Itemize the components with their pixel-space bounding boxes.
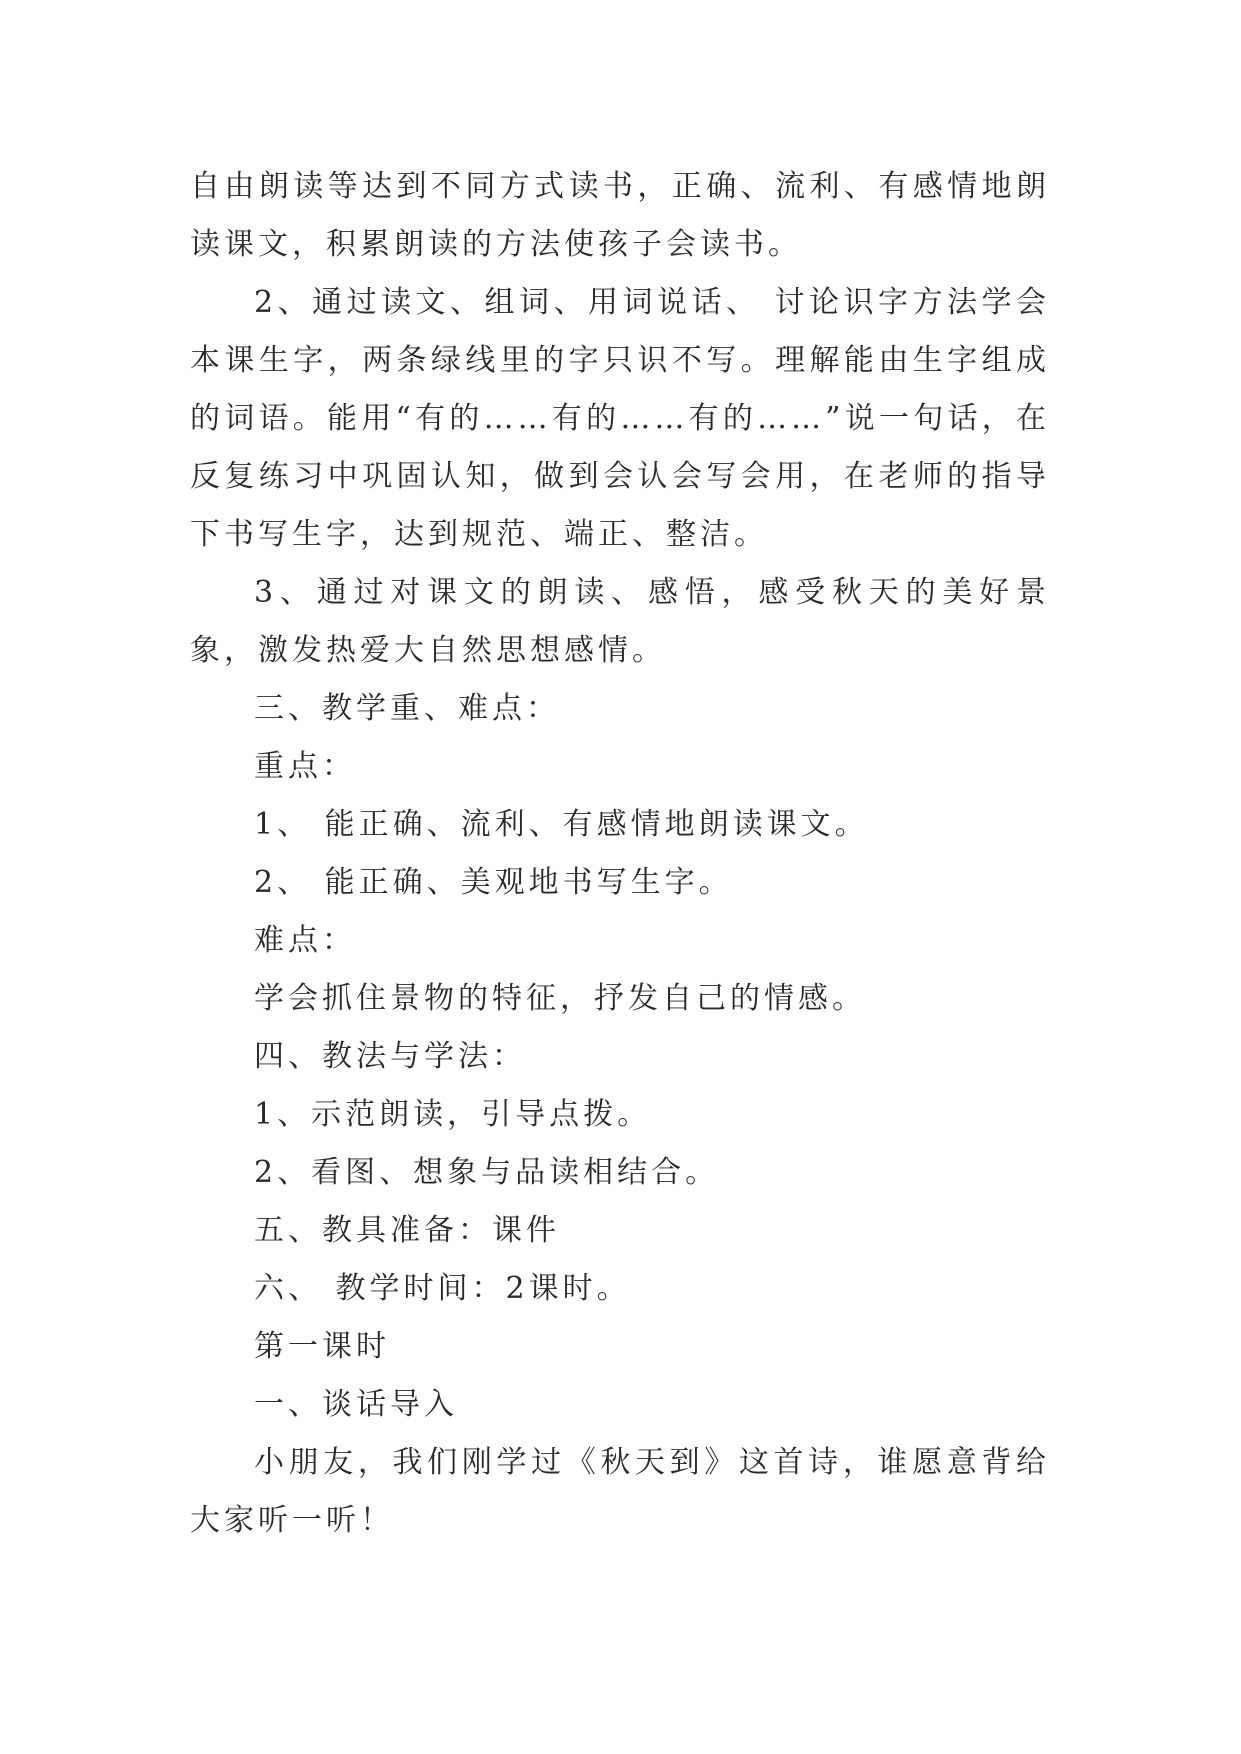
heading-teaching-time: 六、 教学时间：2课时。	[254, 1271, 631, 1306]
heading-methods: 四、教法与学法：	[254, 1039, 526, 1074]
heading-key-difficult-points: 三、教学重、难点：	[254, 691, 560, 726]
heading-teaching-aids: 五、教具准备：课件	[254, 1213, 560, 1248]
key-point-1: 1、 能正确、流利、有感情地朗读课文。	[254, 807, 869, 842]
difficult-point-1: 学会抓住景物的特征，抒发自己的情感。	[254, 981, 866, 1016]
method-2: 2、看图、想象与品读相结合。	[254, 1155, 720, 1190]
paragraph-introduction-text: 小朋友，我们刚学过《秋天到》这首诗，谁愿意背给大家听一听！	[190, 1445, 1050, 1538]
label-difficult-points: 难点：	[254, 923, 356, 958]
document-body	[190, 158, 1050, 1550]
heading-introduction: 一、谈话导入	[254, 1387, 458, 1422]
label-key-points: 重点：	[254, 749, 356, 784]
paragraph-literacy-goals: 2、通过读文、组词、用词说话、 讨论识字方法学会本课生字，两条绿线里的字只识不写。理解能由生字组成的词语。能用“有的……有的……有的……”说一句话，在反复练习中巩固认知，做到会认会写会用，在老师的指导下书写生字，达到规范、端正、整洁。	[190, 285, 1050, 552]
key-point-2: 2、 能正确、美观地书写生字。	[254, 865, 733, 900]
paragraph-emotion-goals: 3、通过对课文的朗读、感悟，感受秋天的美好景象，激发热爱大自然思想感情。	[190, 575, 1050, 668]
method-1: 1、示范朗读，引导点拨。	[254, 1097, 652, 1132]
paragraph-reading-goals: 自由朗读等达到不同方式读书，正确、流利、有感情地朗读课文，积累朗读的方法使孩子会读书。	[190, 169, 1050, 262]
heading-first-lesson: 第一课时	[254, 1329, 390, 1364]
